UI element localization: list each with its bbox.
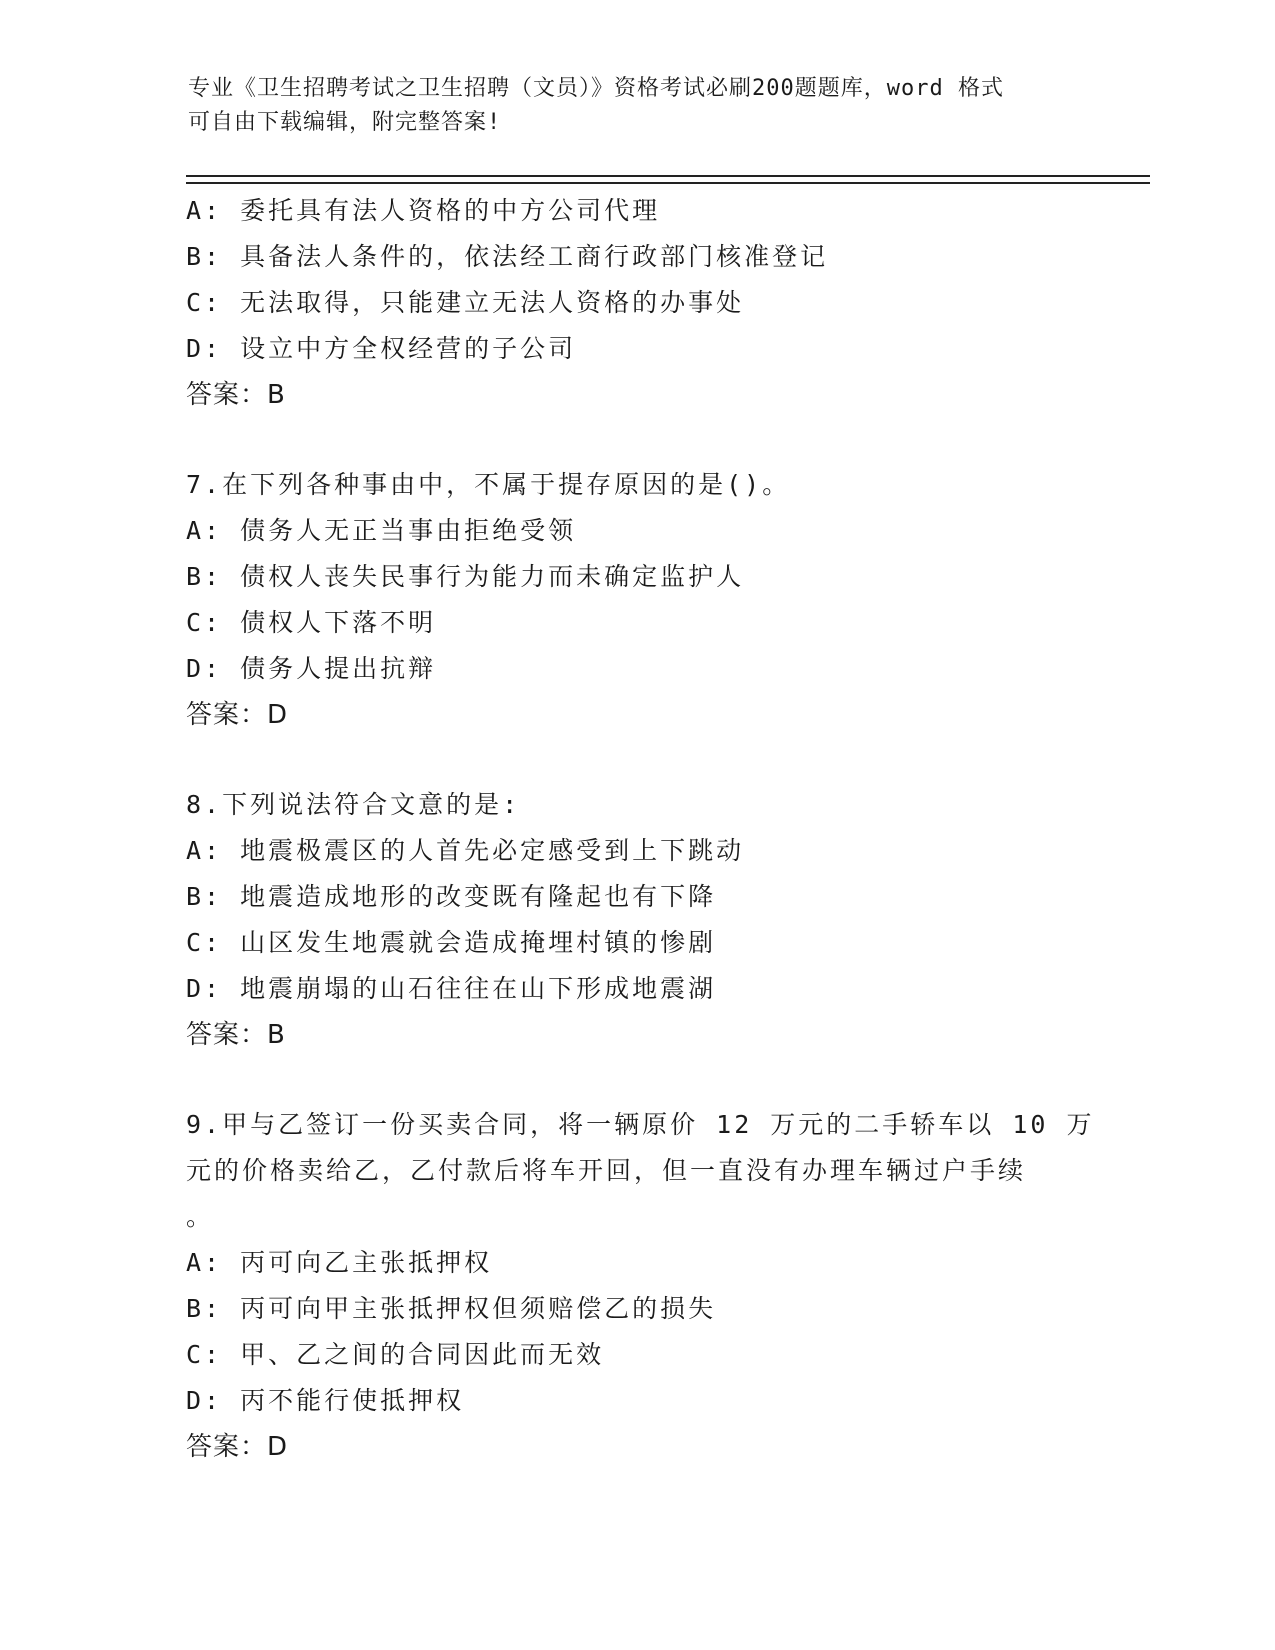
answer-line: 答案：D	[186, 700, 289, 730]
option-c: C: 甲、乙之间的合同因此而无效	[186, 1340, 605, 1369]
question-block-9	[186, 1102, 1095, 1470]
header-line-2: 可自由下载编辑，附完整答案!	[188, 110, 502, 135]
option-d: D: 债务人提出抗辩	[186, 654, 437, 683]
document-header	[188, 72, 1068, 140]
option-a: A: 委托具有法人资格的中方公司代理	[186, 196, 661, 225]
spacer	[186, 738, 1086, 782]
answer-line: 答案：B	[186, 380, 286, 410]
question-block-8	[186, 782, 1086, 1058]
option-d: D: 地震崩塌的山石往往在山下形成地震湖	[186, 974, 717, 1003]
header-rule-top	[186, 175, 1150, 177]
question-stem-line-2: 元的价格卖给乙，乙付款后将车开回，但一直没有办理车辆过户手续	[186, 1156, 1027, 1185]
spacer	[186, 1058, 1086, 1102]
answer-line: 答案：B	[186, 1020, 286, 1050]
option-b: B: 地震造成地形的改变既有隆起也有下降	[186, 882, 717, 911]
header-line-1: 专业《卫生招聘考试之卫生招聘（文员）》资格考试必刷200题题库，word 格式	[188, 76, 1004, 101]
answer-line: 答案：D	[186, 1432, 289, 1462]
option-a: A: 地震极震区的人首先必定感受到上下跳动	[186, 836, 745, 865]
question-list	[186, 188, 1095, 1470]
option-c: C: 债权人下落不明	[186, 608, 437, 637]
option-a: A: 债务人无正当事由拒绝受领	[186, 516, 577, 545]
option-b: B: 丙可向甲主张抵押权但须赔偿乙的损失	[186, 1294, 717, 1323]
question-stem-line-1: 9.甲与乙签订一份买卖合同，将一辆原价 12 万元的二手轿车以 10 万	[186, 1110, 1095, 1139]
option-c: C: 山区发生地震就会造成掩埋村镇的惨剧	[186, 928, 717, 957]
question-stem: 7.在下列各种事由中，不属于提存原因的是()。	[186, 470, 791, 499]
question-block-7	[186, 462, 1086, 738]
option-d: D: 丙不能行使抵押权	[186, 1386, 465, 1415]
option-a: A: 丙可向乙主张抵押权	[186, 1248, 493, 1277]
spacer	[186, 418, 1086, 462]
option-b: B: 具备法人条件的，依法经工商行政部门核准登记	[186, 242, 829, 271]
question-stem-line-3: 。	[186, 1202, 215, 1231]
header-rule-bottom	[186, 182, 1150, 184]
question-block-prev	[186, 188, 1086, 418]
question-stem: 8.下列说法符合文意的是:	[186, 790, 521, 819]
option-c: C: 无法取得，只能建立无法人资格的办事处	[186, 288, 745, 317]
option-d: D: 设立中方全权经营的子公司	[186, 334, 577, 363]
option-b: B: 债权人丧失民事行为能力而未确定监护人	[186, 562, 745, 591]
